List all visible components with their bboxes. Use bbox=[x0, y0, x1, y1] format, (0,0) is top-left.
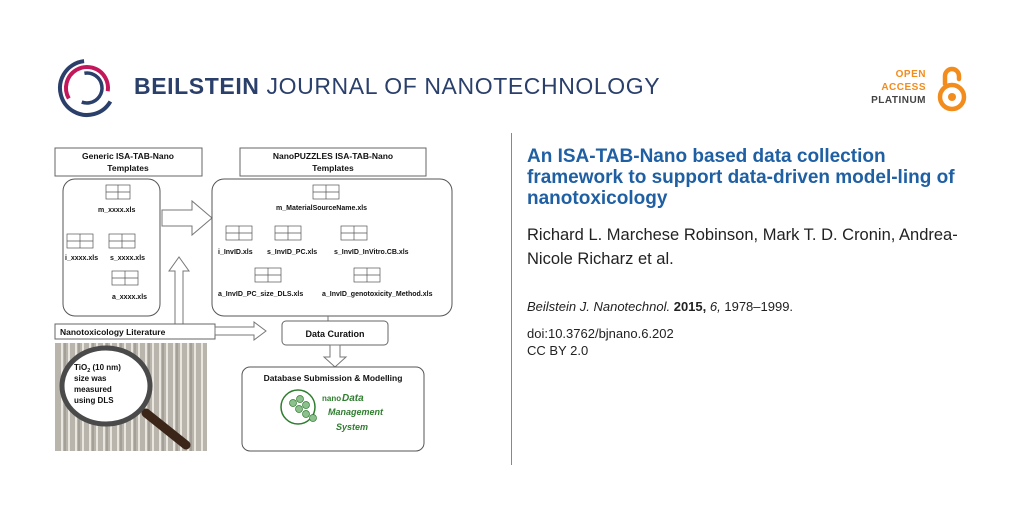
data-curation-label: Data Curation bbox=[305, 329, 365, 339]
oa-open-label: OPEN bbox=[895, 69, 926, 80]
lens-line4: using DLS bbox=[74, 396, 114, 405]
file-a-generic: a_xxxx.xls bbox=[112, 294, 148, 301]
citation-pages: 1978–1999. bbox=[724, 299, 794, 314]
lens-line3: measured bbox=[74, 385, 112, 394]
file-s-np: s_InvID_PC.xls bbox=[267, 249, 318, 256]
ndms-data: Data bbox=[342, 393, 364, 404]
generic-title-line2: Templates bbox=[107, 163, 149, 173]
article-info bbox=[527, 146, 967, 359]
article-license[interactable]: CC BY 2.0 bbox=[527, 343, 589, 358]
literature-label: Nanotoxicology Literature bbox=[60, 327, 166, 337]
file-a-dls-np: a_InvID_PC_size_DLS.xls bbox=[218, 291, 304, 298]
file-s-invitro-np: s_InvID_InVitro.CB.xls bbox=[334, 249, 409, 256]
journal-name[interactable]: BEILSTEIN JOURNAL OF NANOTECHNOLOGY bbox=[134, 73, 661, 99]
open-lock-icon bbox=[936, 66, 968, 112]
np-title-line1: NanoPUZZLES ISA-TAB-Nano bbox=[272, 151, 394, 161]
file-s-generic: s_xxxx.xls bbox=[110, 255, 146, 262]
column-divider bbox=[511, 133, 512, 465]
citation-year: 2015, bbox=[673, 299, 707, 314]
journal-abbrev: Beilstein J. Nanotechnol. bbox=[527, 299, 671, 314]
ndms-nano: nano bbox=[322, 394, 342, 403]
np-title-line2: Templates bbox=[312, 163, 354, 173]
oa-access-label: ACCESS bbox=[881, 82, 926, 93]
ndms-system: System bbox=[336, 422, 369, 432]
lens-line2: size was bbox=[74, 374, 107, 383]
article-citation bbox=[527, 299, 967, 314]
file-m-np: m_MaterialSourceName.xls bbox=[276, 205, 368, 212]
article-title[interactable]: An ISA-TAB-Nano based data collection framework to support data-driven model-ling of nanotoxicology bbox=[527, 146, 955, 209]
file-a-geno-np: a_InvID_genotoxicity_Method.xls bbox=[322, 291, 433, 298]
article-doi[interactable]: doi:10.3762/bjnano.6.202 bbox=[527, 326, 674, 341]
lens-line1: TiO$_2$ (10 nm) bbox=[74, 363, 121, 374]
file-m-generic: m_xxxx.xls bbox=[98, 207, 136, 214]
oa-platinum-label: PLATINUM bbox=[871, 95, 926, 106]
file-i-generic: i_xxxx.xls bbox=[65, 255, 99, 262]
file-i-np: i_InvID.xls bbox=[218, 249, 253, 256]
open-access-badge bbox=[853, 68, 968, 114]
generic-title-line1: Generic ISA-TAB-Nano bbox=[82, 151, 174, 161]
ndms-management: Management bbox=[328, 407, 384, 417]
beilstein-logo-icon bbox=[56, 57, 118, 119]
journal-header bbox=[0, 0, 1024, 120]
article-authors: Richard L. Marchese Robinson, Mark T. D. Cronin, Andrea-Nicole Richarz et al. bbox=[527, 226, 958, 268]
graphical-abstract bbox=[54, 143, 464, 455]
citation-volume: 6, bbox=[709, 299, 721, 314]
database-label: Database Submission & Modelling bbox=[263, 373, 403, 383]
